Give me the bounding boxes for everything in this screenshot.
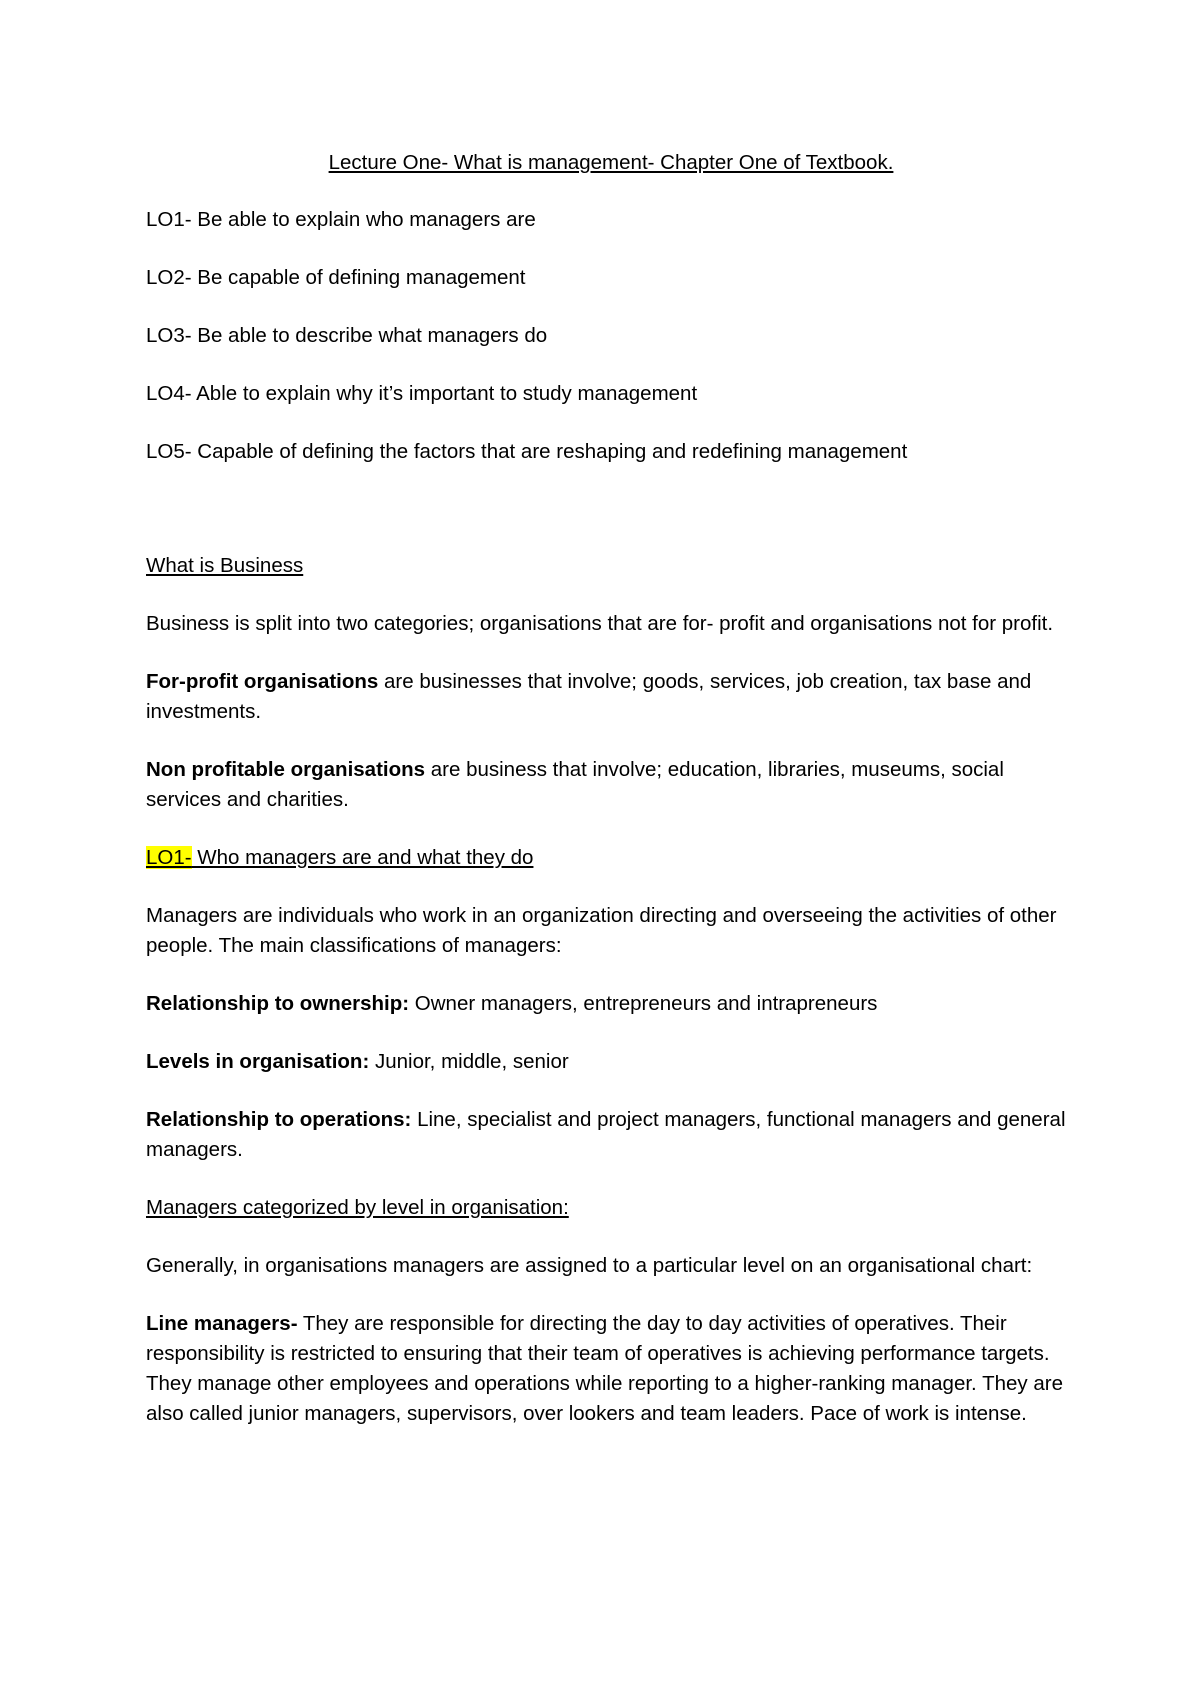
document-body bbox=[146, 148, 1076, 1457]
highlighted-lo1-label: LO1- bbox=[146, 846, 192, 869]
section-heading-levels: Managers categorized by level in organisation: bbox=[146, 1196, 569, 1219]
classification-text: Line, specialist and project managers, functional managers and general managers. bbox=[146, 1108, 1066, 1161]
section-heading-business: What is Business bbox=[146, 554, 304, 577]
classification-text: Junior, middle, senior bbox=[369, 1050, 569, 1073]
objective-lo1: LO1- Be able to explain who managers are bbox=[146, 208, 536, 231]
for-profit-paragraph bbox=[146, 667, 1076, 727]
line-managers-paragraph bbox=[146, 1309, 1076, 1429]
non-profit-text: are business that involve; education, libraries, museums, social services and charities. bbox=[146, 758, 1004, 811]
classification-levels bbox=[146, 1047, 1076, 1077]
classification-term: Relationship to operations: bbox=[146, 1108, 412, 1131]
classification-ownership bbox=[146, 989, 1076, 1019]
page-title: Lecture One- What is management- Chapter One of Textbook. bbox=[328, 151, 894, 174]
objective-lo4: LO4- Able to explain why it’s important to study management bbox=[146, 382, 698, 405]
classification-term: Relationship to ownership: bbox=[146, 992, 410, 1015]
classification-text: Owner managers, entrepreneurs and intrapreneurs bbox=[409, 992, 878, 1015]
for-profit-term: For-profit organisations bbox=[146, 670, 379, 693]
business-intro: Business is split into two categories; organisations that are for- profit and organisations not for profit. bbox=[146, 612, 1054, 635]
for-profit-text: are businesses that involve; goods, services, job creation, tax base and investments. bbox=[146, 670, 1032, 723]
section-heading-lo1 bbox=[146, 843, 1076, 873]
managers-intro: Managers are individuals who work in an organization directing and overseeing the activities of other people. The main classifications of managers: bbox=[146, 904, 1057, 957]
non-profit-term: Non profitable organisations bbox=[146, 758, 426, 781]
classification-term: Levels in organisation: bbox=[146, 1050, 370, 1073]
objective-lo5: LO5- Capable of defining the factors that are reshaping and redefining management bbox=[146, 440, 908, 463]
levels-intro: Generally, in organisations managers are assigned to a particular level on an organisational chart: bbox=[146, 1254, 1033, 1277]
line-managers-text: They are responsible for directing the day to day activities of operatives. Their responsibility is restricted to ensuring that their team of operatives is achieving performance targets. They manage other employees and operations while reporting to a higher-ranking manager. They are also called junior managers, supervisors, over lookers and team leaders. Pace of work is intense. bbox=[146, 1312, 1063, 1425]
lo1-heading-text: Who managers are and what they do bbox=[191, 846, 534, 869]
classification-operations bbox=[146, 1105, 1076, 1165]
non-profit-paragraph bbox=[146, 755, 1076, 815]
line-managers-term: Line managers- bbox=[146, 1312, 298, 1335]
spacer bbox=[146, 495, 1076, 551]
objective-lo3: LO3- Be able to describe what managers do bbox=[146, 324, 548, 347]
objective-lo2: LO2- Be capable of defining management bbox=[146, 266, 526, 289]
